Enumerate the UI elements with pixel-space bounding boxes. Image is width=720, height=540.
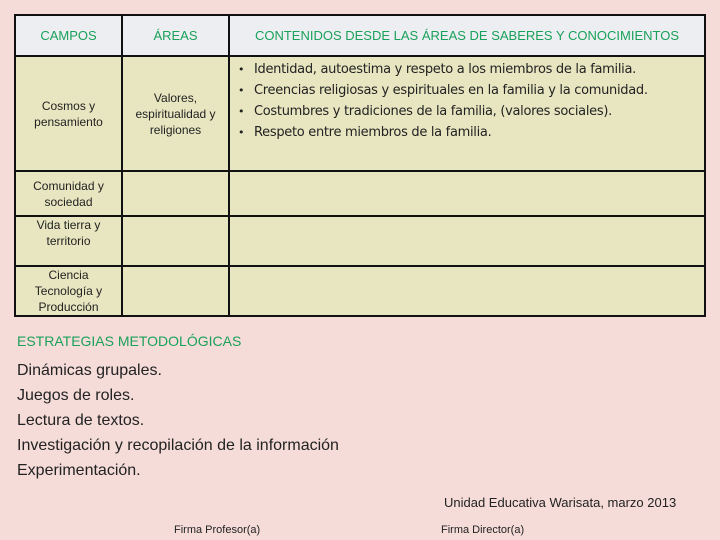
list-item: Lectura de textos. — [17, 412, 145, 429]
table-row — [15, 216, 705, 266]
firma-profesor: Firma Profesor(a) — [174, 524, 261, 536]
contenidos-cell — [229, 216, 705, 266]
area-cell — [122, 266, 229, 316]
table-header-row — [15, 15, 705, 56]
header-campos: CAMPOS — [15, 15, 122, 56]
header-contenidos: CONTENIDOS DESDE LAS ÁREAS DE SABERES Y CONOCIMIENTOS — [229, 15, 705, 56]
list-item: Experimentación. — [17, 462, 141, 479]
area-cell — [122, 171, 229, 216]
estrategias-list — [17, 358, 339, 483]
contenidos-cell — [229, 56, 705, 171]
list-item: • Creencias religiosas y espirituales en la familia y la comunidad. — [238, 80, 704, 101]
list-item: • Costumbres y tradiciones de la familia, (valores sociales). — [238, 101, 704, 122]
estrategias-title: ESTRATEGIAS METODOLÓGICAS — [17, 333, 242, 349]
campo-cell: Cosmos y pensamiento — [15, 56, 122, 171]
area-cell — [122, 216, 229, 266]
table-row — [15, 266, 705, 316]
planning-table — [14, 14, 706, 317]
table-row — [15, 171, 705, 216]
list-item: • Identidad, autoestima y respeto a los miembros de la familia. — [238, 59, 704, 80]
list-item: Dinámicas grupales. — [17, 362, 162, 379]
table-row — [15, 56, 705, 171]
header-areas: ÁREAS — [122, 15, 229, 56]
contenidos-list — [230, 59, 704, 143]
list-item: Investigación y recopilación de la información — [17, 437, 339, 454]
firma-director: Firma Director(a) — [441, 524, 525, 536]
place-date: Unidad Educativa Warisata, marzo 2013 — [444, 495, 677, 510]
campo-cell: Ciencia Tecnología y Producción — [15, 266, 122, 316]
list-item: • Respeto entre miembros de la familia. — [238, 122, 704, 143]
contenidos-cell — [229, 171, 705, 216]
campo-cell: Vida tierra y territorio — [15, 216, 122, 266]
area-cell: Valores, espiritualidad y religiones — [122, 56, 229, 171]
contenidos-cell — [229, 266, 705, 316]
campo-cell: Comunidad y sociedad — [15, 171, 122, 216]
list-item: Juegos de roles. — [17, 387, 135, 404]
